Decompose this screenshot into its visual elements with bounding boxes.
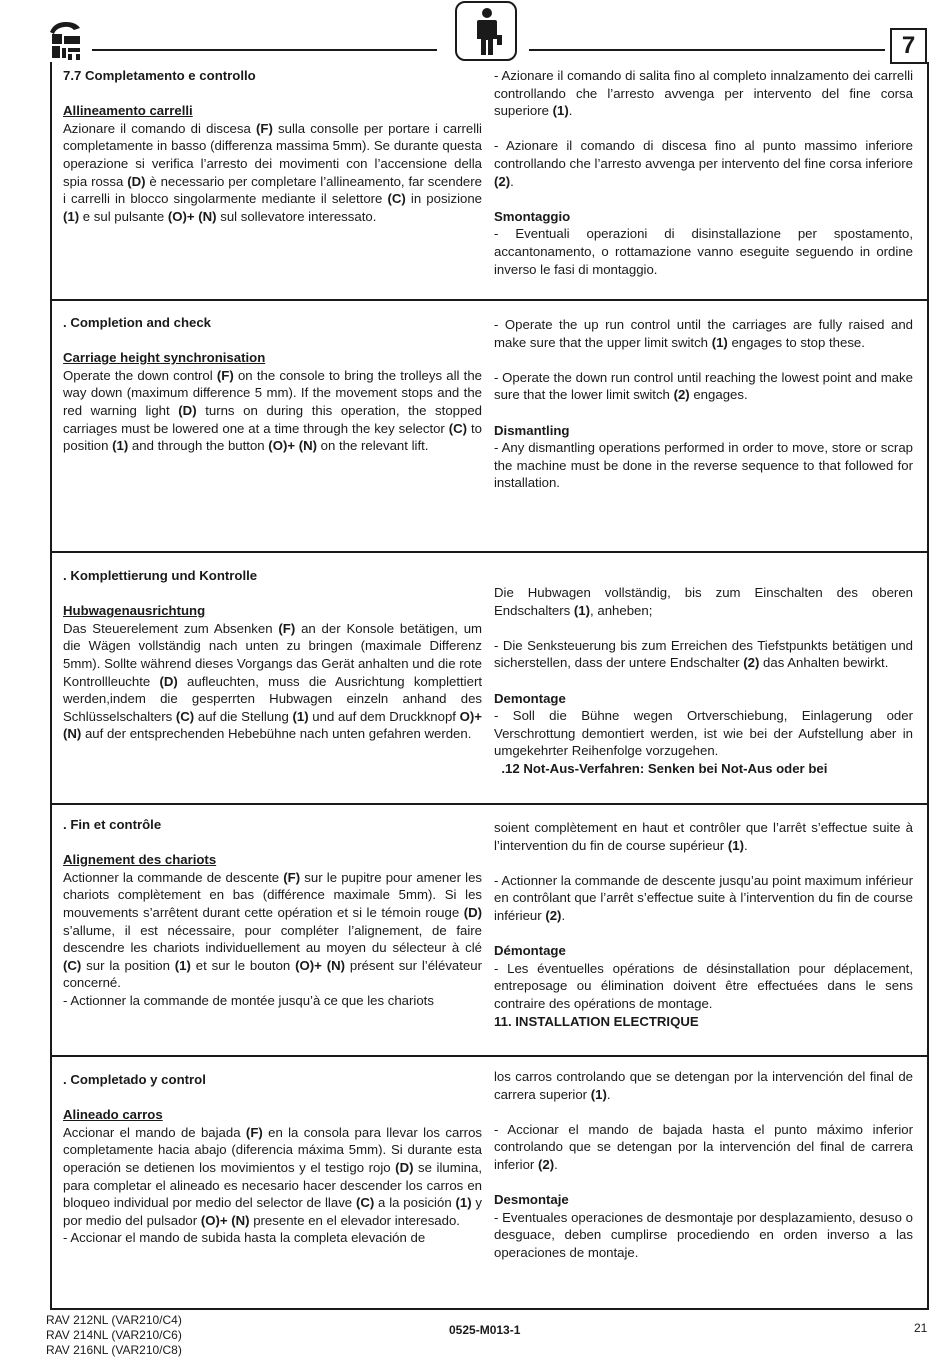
paragraph xyxy=(494,316,913,351)
lift-logo-icon xyxy=(46,18,86,62)
bold-reference: (D) xyxy=(463,904,482,920)
footer-model-line: RAV 214NL (VAR210/C6) xyxy=(46,1328,182,1342)
text-run: auf der entsprechenden Hebebühne nach unten gefahren werden. xyxy=(81,726,472,742)
text-run: - Les éventuelles opérations de désinstallation pour déplacement, entreposage ou élimination doivent être effectuées dans le sens contraire des opérations de montage. xyxy=(494,960,913,1011)
text-run: - Operate the up run control until the carriages are fully raised and make sure that the upper limit switch xyxy=(494,317,913,350)
text-run: . xyxy=(743,837,748,853)
header-rule-right xyxy=(529,49,885,51)
text-run: - Actionner la commande de descente jusqu’au point maximum inférieur en contrôlant que l’arrêt s’effectue suite à l’intervention du fin de course inférieur xyxy=(494,872,913,923)
block-heading: Dismantling xyxy=(494,422,570,438)
block-heading: Desmontaje xyxy=(494,1192,569,1208)
bold-reference: (1) xyxy=(63,208,80,224)
text-run: Actionner la commande de descente xyxy=(63,869,284,885)
text-run: - Die Senksteuerung bis zum Erreichen des Tiefstpunkts betätigen und sicherstellen, dass der untere Endschalter xyxy=(494,637,913,671)
text-run: aufleuchten, muss die Ausrichtung komplettiert werden,indem die gesperrten Hubwagen einzeln anhand des Schlüsselschalters xyxy=(63,673,482,724)
text-run: a la posición xyxy=(374,1195,456,1211)
bold-reference: (1) xyxy=(552,103,569,119)
bold-reference: (F) xyxy=(256,120,273,136)
paragraph xyxy=(494,584,913,619)
text-run: - Actionner la commande de montée jusqu’à ce que les chariots xyxy=(63,992,434,1008)
block-heading: Smontaggio xyxy=(494,208,571,224)
paragraph xyxy=(494,707,913,760)
text-run: Azionare il comando di discesa xyxy=(63,120,256,136)
section-it-left xyxy=(63,67,482,225)
bold-reference: O)+(N) xyxy=(63,708,483,742)
text-run: et sur le bouton xyxy=(190,957,296,973)
text-run: , anheben; xyxy=(590,602,653,618)
paragraph xyxy=(63,1229,482,1247)
text-run: - Eventuali operazioni di disinstallazione per spostamento, accantonamento, o rottamazione vanno eseguite seguendo in ordine inverso le fasi di montaggio. xyxy=(494,226,913,277)
bold-reference: (F) xyxy=(245,1124,263,1140)
text-run: sur le pupitre pour amener les chariots complètement en bas (différence maximale 5mm). Si les mouvements s’arrêtent durant cette opération et si le témoin rouge xyxy=(63,869,482,920)
text-run: . xyxy=(568,103,573,119)
text-run: presente en el elevador interesado. xyxy=(249,1212,460,1228)
section-title: . Komplettierung und Kontrolle xyxy=(63,568,258,583)
subsection-title: Carriage height synchronisation xyxy=(63,350,266,366)
page-number: 21 xyxy=(914,1321,928,1335)
paragraph xyxy=(63,869,482,992)
text-run: . xyxy=(510,173,514,189)
paragraph xyxy=(494,1209,913,1262)
paragraph xyxy=(494,1068,913,1103)
text-run: Das Steuerelement zum Absenken xyxy=(63,620,279,636)
paragraph xyxy=(494,1121,913,1174)
bold-reference: (C) xyxy=(355,1195,375,1211)
bold-reference: (C) xyxy=(448,420,468,436)
text-run: Accionar el mando de bajada xyxy=(63,1124,246,1140)
subsection-title: Hubwagenausrichtung xyxy=(63,603,206,619)
text-run: to position xyxy=(63,420,482,454)
document-code: 0525-M013-1 xyxy=(449,1323,521,1337)
section-en-left xyxy=(63,314,482,455)
section-es-right xyxy=(494,1068,913,1262)
text-run: - Accionar el mando de subida hasta la completa elevación de xyxy=(63,1230,426,1246)
continuation-heading: 11. INSTALLATION ELECTRIQUE xyxy=(494,1013,699,1029)
text-run: présent sur l’élévateur concerné. xyxy=(63,957,482,991)
section-divider xyxy=(50,299,929,301)
text-run: - Operate the down run control until reaching the lowest point and make sure that the lower limit switch xyxy=(494,369,913,403)
section-de-right xyxy=(494,584,913,778)
paragraph xyxy=(494,439,913,492)
bold-reference: (2) xyxy=(743,655,760,671)
bold-reference: (F) xyxy=(283,869,301,885)
section-en-right xyxy=(494,316,913,492)
subsection-title: Alignement des chariots xyxy=(63,852,217,868)
text-run: . xyxy=(561,907,566,923)
footer-model-line: RAV 216NL (VAR210/C8) xyxy=(46,1343,182,1357)
text-run: sur la position xyxy=(81,957,175,973)
bold-reference: (1) xyxy=(727,837,744,853)
text-run: engages to stop these. xyxy=(727,334,865,350)
section-divider xyxy=(50,1055,929,1057)
text-run: an der Konsole betätigen, um die Wägen vollständig nach unten zu bringen (maximale Differenz 5mm). Sollte während dieses Vorgangs das Gerät anhalten und die rote Kontrollleuchte xyxy=(63,620,483,689)
text-run: und auf dem Druckknopf xyxy=(308,708,460,724)
bold-reference: (C) xyxy=(175,708,195,724)
text-run: das Anhalten bewirkt. xyxy=(759,655,889,671)
bold-reference: (1) xyxy=(455,1195,472,1211)
bold-reference: (O)+ (N) xyxy=(167,208,217,224)
bold-reference: (1) xyxy=(573,602,591,618)
paragraph xyxy=(494,369,913,404)
text-run: in posizione xyxy=(405,191,483,207)
section-title: 7.7 Completamento e controllo xyxy=(63,68,256,83)
paragraph xyxy=(63,367,482,455)
bold-reference: (O)+ (N) xyxy=(268,438,318,454)
bold-reference: (2) xyxy=(673,387,690,403)
bold-reference: (C) xyxy=(387,191,406,207)
section-title: . Fin et contrôle xyxy=(63,817,162,832)
bold-reference: (D) xyxy=(395,1159,414,1175)
paragraph xyxy=(63,992,482,1010)
section-es-left xyxy=(63,1071,482,1247)
bold-reference: (C) xyxy=(63,957,82,973)
text-run: . xyxy=(606,1086,611,1102)
text-run: soient complètement en haut et contrôler que l’arrêt s’effectue suite à l’intervention du fin de course supérieur xyxy=(494,820,913,853)
block-heading: Demontage xyxy=(494,690,566,706)
paragraph xyxy=(494,819,913,854)
text-run: e sul pulsante xyxy=(79,208,168,224)
subsection-title: Alineado carros xyxy=(63,1107,163,1123)
paragraph xyxy=(494,637,913,672)
text-run: . xyxy=(554,1156,558,1172)
paragraph xyxy=(63,1124,482,1230)
text-run: - Azionare il comando di salita fino al completo innalzamento dei carrelli controllando che l’arresto avvenga per intervento del fine corsa superiore xyxy=(494,68,913,119)
subsection-title: Allineamento carrelli xyxy=(63,103,193,119)
section-title: . Completado y control xyxy=(63,1072,206,1087)
bold-reference: (O)+ (N) xyxy=(295,957,345,973)
paragraph xyxy=(494,960,913,1013)
text-run: sul sollevatore interessato. xyxy=(216,208,377,224)
section-it-right xyxy=(494,67,913,278)
text-run: on the relevant lift. xyxy=(317,438,429,454)
text-run: - Azionare il comando di discesa fino al punto massimo inferiore controllando che l’arresto avvenga per intervento del fine corsa inferiore xyxy=(494,138,913,171)
block-heading: Démontage xyxy=(494,943,566,959)
bold-reference: (F) xyxy=(278,620,296,636)
chapter-number: 7 xyxy=(890,28,927,64)
footer-model-line: RAV 212NL (VAR210/C4) xyxy=(46,1313,182,1327)
section-fr-left xyxy=(63,816,482,1010)
text-run: turns on during this operation, the stopped carriages must be lowered one at a time through the key selector xyxy=(63,402,482,436)
text-run: Operate the down control xyxy=(63,367,217,383)
operator-badge xyxy=(455,1,517,61)
footer-models xyxy=(46,1313,182,1358)
operator-person-icon xyxy=(470,7,504,57)
text-run: - Any dismantling operations performed in order to move, store or scrap the machine must be done in the reverse sequence to that followed for installation. xyxy=(494,440,913,491)
section-title: . Completion and check xyxy=(63,315,212,330)
text-run: s’allume, il est nécessaire, pour compléter l’alignement, de faire descendre les chariots individuellement au moyen du sélecteur à clé xyxy=(63,922,482,956)
bold-reference: (F) xyxy=(216,367,234,383)
paragraph xyxy=(494,67,913,120)
text-run: engages. xyxy=(689,387,748,403)
bold-reference: (O)+ (N) xyxy=(200,1212,250,1228)
text-run: - Soll die Bühne wegen Ortverschiebung, Einlagerung oder Verschrottung demontiert werden, ist wie bei der Aufstellung aber in umgekehrter Reihenfolge vorzugehen. xyxy=(494,708,913,759)
text-run: auf die Stellung xyxy=(194,708,293,724)
text-run: y por medio del pulsador xyxy=(63,1195,482,1228)
paragraph xyxy=(494,872,913,925)
bold-reference: (1) xyxy=(174,957,191,973)
bold-reference: (2) xyxy=(545,907,562,923)
text-run: en la consola para llevar los carros completamente hacia abajo (diferencia máxima 5mm). Si durante esta operación se detienen los movimientos y el testigo rojo xyxy=(63,1124,482,1175)
text-run: and through the button xyxy=(128,438,269,454)
bold-reference: (2) xyxy=(537,1156,555,1172)
paragraph xyxy=(63,620,482,743)
bold-reference: (D) xyxy=(159,673,178,689)
text-run: - Eventuales operaciones de desmontaje por desplazamiento, desuso o desguace, deben cumplirse procediendo en orden inverso a las operaciones de montaje. xyxy=(494,1209,913,1260)
text-run: sulla consolle per portare i carrelli completamente in basso (differenza massima 5mm). Se durante questa operazione si verifica l’arresto dei movimenti con l’accensione della spia rossa xyxy=(63,120,482,189)
continuation-heading: .12 Not-Aus-Verfahren: Senken bei Not-Aus oder bei xyxy=(494,760,828,776)
bold-reference: (1) xyxy=(590,1086,607,1102)
paragraph xyxy=(494,137,913,190)
bold-reference: (2) xyxy=(494,173,511,189)
section-divider xyxy=(50,551,929,553)
bold-reference: (1) xyxy=(292,708,309,724)
section-divider xyxy=(50,803,929,805)
text-run: los carros controlando que se detengan por la intervención del final de carrera superior xyxy=(494,1069,913,1102)
text-run: - Accionar el mando de bajada hasta el punto máximo inferior controlando que se detengan por la intervención del final de carrera inferior xyxy=(494,1121,913,1172)
text-run: se ilumina, para completar el alineado es necesario hacer descender los carros en bloqueo individual por medio del selector de llave xyxy=(63,1159,482,1211)
bold-reference: (D) xyxy=(127,173,146,189)
paragraph xyxy=(494,225,913,278)
text-run: Die Hubwagen vollständig, bis zum Einschalten des oberen Endschalters xyxy=(494,585,913,618)
paragraph xyxy=(63,120,482,226)
text-run: è necessario per completare l’allineamento, far scendere i carrelli in blocco singolarmente mediante il selettore xyxy=(63,173,482,207)
bold-reference: (D) xyxy=(178,402,197,418)
section-de-left xyxy=(63,567,482,743)
section-fr-right xyxy=(494,819,913,1030)
header-rule-left xyxy=(92,49,437,51)
bold-reference: (1) xyxy=(112,438,129,454)
bold-reference: (1) xyxy=(711,334,728,350)
text-run: on the console to bring the trolleys all the way down (maximum difference 5 mm). If the movement stops and the red warning light xyxy=(63,367,482,418)
